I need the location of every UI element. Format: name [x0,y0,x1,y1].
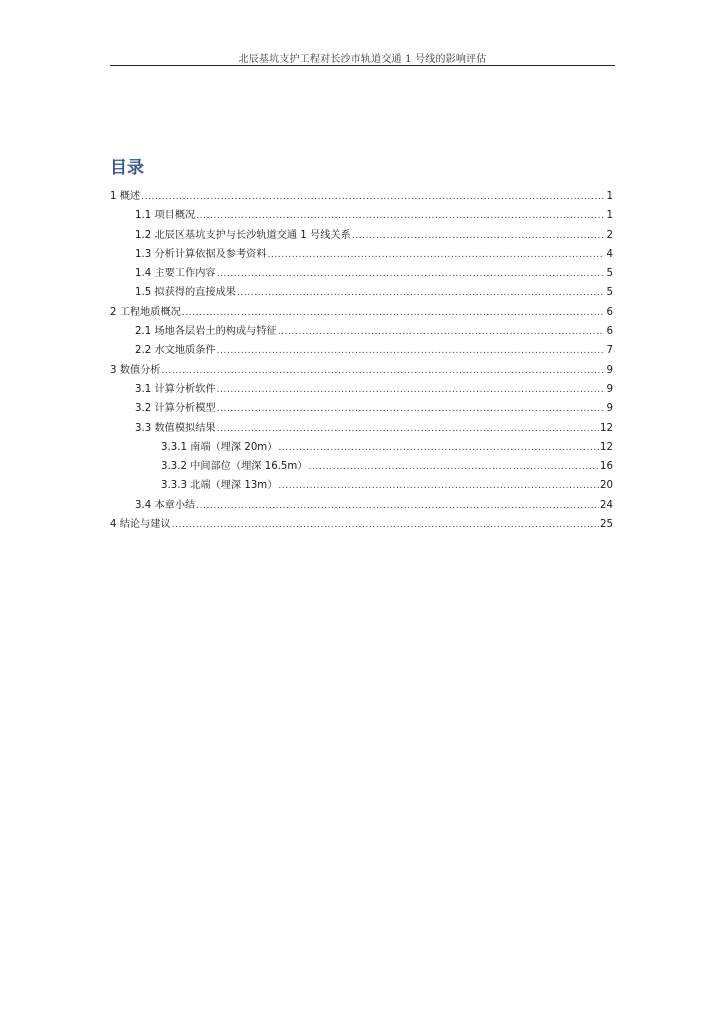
toc-entry-page-number: 9 [606,364,613,376]
toc-title: 目录 [110,158,144,178]
toc-dot-leader [217,341,604,361]
toc-entry[interactable] [110,322,613,341]
toc-dot-leader [278,476,599,496]
toc-entry[interactable] [110,399,613,418]
toc-entry[interactable] [110,245,613,264]
toc-entry-page-number: 9 [606,383,613,395]
toc-dot-leader [268,245,604,265]
toc-dot-leader [352,226,604,246]
toc-entry-label: 3.2 计算分析模型 [135,403,216,415]
toc-entry-page-number: 9 [606,403,613,415]
toc-entry-label: 2 工程地质概况 [110,306,181,318]
toc-dot-leader [141,187,604,207]
toc-entry-label: 1.3 分析计算依据及参考资料 [135,248,267,260]
toc-entry-label: 4 结论与建议 [110,519,171,531]
toc-entry[interactable] [110,457,613,476]
toc-entry-label: 3.3.3 北端（埋深 13m） [161,480,278,492]
toc-dot-leader [172,515,599,535]
toc-entry[interactable] [110,341,613,360]
toc-entry-page-number: 1 [606,191,613,202]
toc-entry[interactable] [110,419,613,438]
toc-entry-page-number: 25 [600,519,613,531]
toc-dot-leader [309,457,600,477]
toc-entry-label: 3.3.2 中间部位（埋深 16.5m） [161,461,308,473]
toc-entry[interactable] [110,187,613,206]
toc-entry-label: 1.1 项目概况 [135,210,196,222]
toc-dot-leader [237,283,604,303]
toc-dot-leader [278,322,604,342]
toc-entry-label: 3.3 数值模拟结果 [135,422,216,434]
toc-dot-leader [278,438,599,458]
toc-entry-page-number: 1 [606,210,613,222]
toc-entry[interactable] [110,361,613,380]
toc-entry-page-number: 24 [600,499,613,511]
toc-entry-page-number: 6 [606,326,613,338]
toc-entry-label: 1 概述 [110,191,141,202]
toc-entry[interactable] [110,515,613,534]
toc-entry[interactable] [110,206,613,225]
toc-entry-page-number: 20 [600,480,613,492]
toc-dot-leader [196,496,599,516]
toc-entry[interactable] [110,438,613,457]
toc-entry[interactable] [110,283,613,302]
toc-entry-label: 1.4 主要工作内容 [135,268,216,280]
toc-entry-label: 3.3.1 南端（埋深 20m） [161,441,278,453]
toc-entry-label: 3.1 计算分析软件 [135,383,216,395]
toc-entry-label: 3.4 本章小结 [135,499,196,511]
toc-dot-leader [196,206,604,226]
toc-entry-page-number: 4 [606,248,613,260]
toc-entry-label: 3 数值分析 [110,364,161,376]
toc-dot-leader [217,380,604,400]
toc-entry[interactable] [110,303,613,322]
toc-entry-label: 1.2 北辰区基坑支护与长沙轨道交通 1 号线关系 [135,229,351,241]
toc-entry-page-number: 16 [600,461,613,473]
toc-entry[interactable] [110,226,613,245]
toc-entry-page-number: 12 [600,441,613,453]
toc-entry-page-number: 5 [606,268,613,280]
toc-entry[interactable] [110,496,613,515]
toc-entry-label: 2.1 场地各层岩土的构成与特征 [135,326,277,338]
running-header: 北辰基坑支护工程对长沙市轨道交通 1 号线的影响评估 [238,54,487,65]
toc-entry-page-number: 6 [606,306,613,318]
toc-entry-page-number: 7 [606,345,613,357]
toc-dot-leader [217,419,599,439]
toc-dot-leader [182,303,604,323]
toc-entry-page-number: 12 [600,422,613,434]
toc-dot-leader [217,399,604,419]
toc-dot-leader [217,264,604,284]
toc-entry[interactable] [110,476,613,495]
header-divider [110,65,615,66]
toc-entry-page-number: 5 [606,287,613,299]
toc-entry-label: 1.5 拟获得的直接成果 [135,287,236,299]
toc-entry-page-number: 2 [606,229,613,241]
toc-entry-label: 2.2 水文地质条件 [135,345,216,357]
toc-entry[interactable] [110,264,613,283]
toc-entry[interactable] [110,380,613,399]
toc-dot-leader [161,361,604,381]
table-of-contents [110,187,613,534]
